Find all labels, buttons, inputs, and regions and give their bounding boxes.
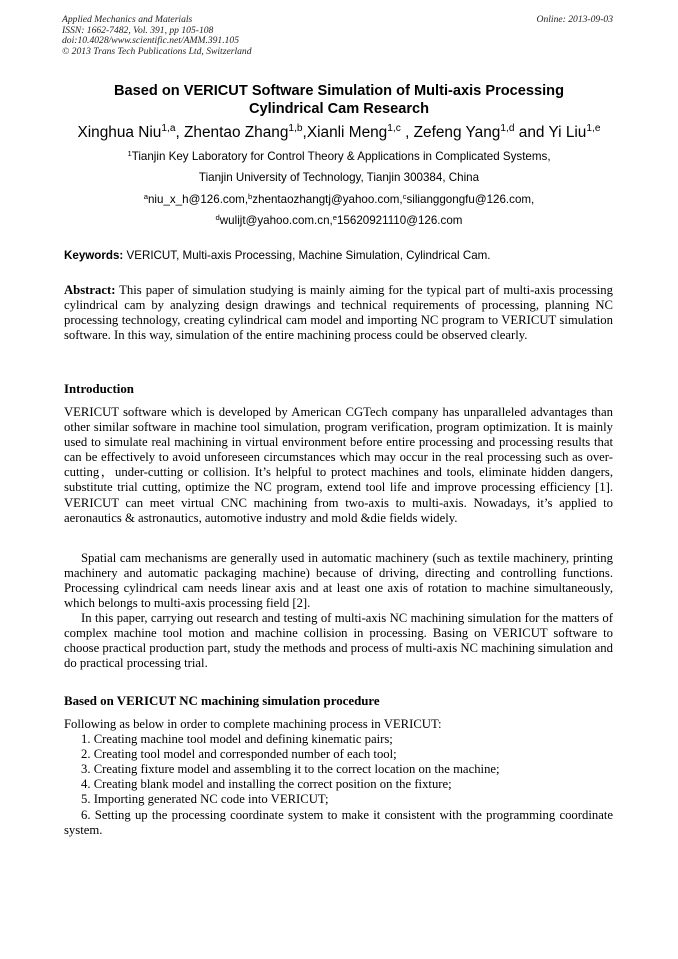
- procedure-intro: Following as below in order to complete machining process in VERICUT:: [64, 717, 442, 731]
- keywords-text: VERICUT, Multi-axis Processing, Machine Simulation, Cylindrical Cam.: [123, 249, 491, 262]
- abstract-label: Abstract:: [64, 283, 116, 297]
- email-link[interactable]: 15620921110@126.com: [336, 214, 463, 227]
- email-line-1: [40, 193, 638, 207]
- list-item: 1. Creating machine tool model and defining kinematic pairs;: [81, 732, 393, 747]
- email-line-2: [40, 214, 638, 228]
- keywords-label: Keywords:: [64, 249, 124, 262]
- abstract: [64, 283, 613, 343]
- affiliation-text: Tianjin Key Laboratory for Control Theory & Applications in Complicated Systems,: [131, 150, 551, 163]
- online-date: Online: 2013-09-03: [536, 14, 613, 25]
- author-sup: 1,d: [500, 123, 515, 135]
- author-sup: 1,c: [387, 123, 401, 135]
- affiliation-line-1: [40, 150, 638, 164]
- email-sup: a: [143, 191, 148, 201]
- journal-header: [62, 15, 613, 57]
- author-name: Yi Liu: [548, 124, 587, 141]
- intro-paragraph-3: In this paper, carrying out research and testing of multi-axis NC machining simulation for the matters of complex machine tool motion and machine collision in processing. Basing on VERICUT software to choose practical production part, study the methods and process of multi-axis NC machining simulation and do practical processing trial.: [64, 611, 613, 671]
- affiliation-sup: 1: [127, 148, 132, 158]
- list-item: 2. Creating tool model and corresponded number of each tool;: [81, 747, 397, 762]
- doi-line: doi:10.4028/www.scientific.net/AMM.391.105: [62, 35, 240, 47]
- procedure-list: [64, 717, 613, 838]
- email-sup: b: [248, 191, 253, 201]
- list-item: 6. Setting up the processing coordinate system to make it consistent with the programming coordinate system.: [64, 807, 613, 837]
- email-sup: d: [215, 212, 220, 222]
- author-sup: 1,a: [161, 123, 176, 135]
- email-sup: c: [402, 191, 407, 201]
- email-link[interactable]: wulijt@yahoo.com.cn,: [219, 214, 333, 227]
- email-sup: e: [332, 212, 337, 222]
- author-sep: ,: [400, 124, 414, 141]
- author-name: Zefeng Yang: [413, 124, 501, 141]
- author-sep: ,: [302, 124, 307, 141]
- email-link[interactable]: niu_x_h@126.com,: [147, 193, 249, 206]
- author-sup: 1,b: [288, 123, 303, 135]
- copyright-line: © 2013 Trans Tech Publications Ltd, Switzerland: [62, 45, 252, 57]
- author-name: Zhentao Zhang: [184, 124, 289, 141]
- author-list: [40, 123, 638, 143]
- title-line-1: Based on VERICUT Software Simulation of Multi-axis Processing: [113, 83, 565, 99]
- journal-name: Applied Mechanics and Materials: [62, 14, 193, 25]
- affiliation-line-2: Tianjin University of Technology, Tianjin 300384, China: [198, 171, 480, 184]
- list-item: 4. Creating blank model and installing the correct position on the fixture;: [81, 777, 452, 792]
- author-sep: ,: [175, 124, 185, 141]
- author-sup: 1,e: [586, 123, 601, 135]
- author-sep: and: [514, 124, 549, 141]
- keywords: [64, 249, 615, 263]
- section-heading-introduction: Introduction: [64, 382, 134, 396]
- issn-line: ISSN: 1662-7482, Vol. 391, pp 105-108: [62, 24, 214, 36]
- title-line-2: Cylindrical Cam Research: [248, 101, 430, 117]
- list-item: 3. Creating fixture model and assembling it to the correct location on the machine;: [81, 762, 500, 777]
- section-heading-procedure: Based on VERICUT NC machining simulation procedure: [64, 694, 380, 708]
- email-link[interactable]: silianggongfu@126.com,: [406, 193, 535, 206]
- email-link[interactable]: zhentaozhangtj@yahoo.com,: [252, 193, 403, 206]
- author-name: Xinghua Niu: [77, 124, 162, 141]
- intro-paragraph-1: VERICUT software which is developed by American CGTech company has unparalleled advantages than other similar software in machine tool simulation, program verification, program optimization. It is mainly used to simulate real machining in virtual environment before entire processing and processing results that can be effectively to avoid unforeseen circumstances which may occur in the real processing such as over-cutting，under-cutting or collision. It’s helpful to protect machines and tools, eliminate hidden dangers, substitute trial cutting, optimize the NC program, extend tool life and improve processing efficiency [1]. VERICUT can meet virtual CNC machining from two-axis to multi-axis. Nowadays, it’s applied to aeronautics & astronautics, automotive industry and mold &die fields widely.: [64, 405, 613, 525]
- paper-title: [60, 82, 618, 118]
- intro-paragraph-2: Spatial cam mechanisms are generally used in automatic machinery (such as textile machinery, printing machinery and automatic packaging machine) because of driving, directing and controlling functions. Processing cylindrical cam needs linear axis and at least one axis of rotation to machine simultaneously, which belongs to multi-axis processing field [2].: [64, 551, 613, 611]
- abstract-text: This paper of simulation studying is mainly aiming for the typical part of multi-axis processing cylindrical cam by analyzing design drawings and technical requirements of processing, planning NC processing technology, creating cylindrical cam model and importing NC program to VERICUT simulation software. In this way, simulation of the entire machining process could be observed clearly.: [64, 283, 613, 343]
- list-item: 5. Importing generated NC code into VERICUT;: [81, 792, 329, 807]
- author-name: Xianli Meng: [306, 124, 388, 141]
